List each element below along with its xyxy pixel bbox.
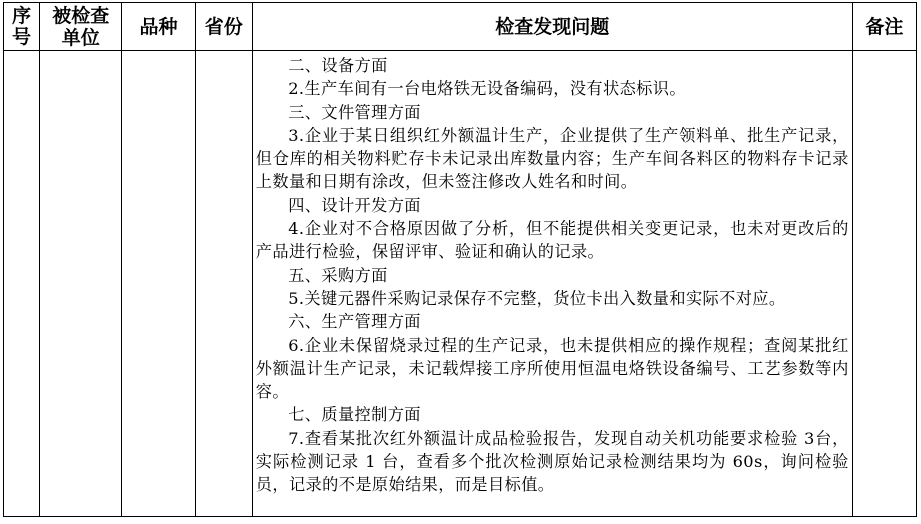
body-row: [4, 51, 917, 517]
header-remarks: 备注: [852, 3, 916, 51]
inspection-table: [3, 2, 917, 517]
section-item: 2.生产车间有一台电烙铁无设备编码，没有状态标识。: [288, 79, 686, 99]
section-item: 4.企业对不合格原因做了分析，但不能提供相关变更记录，也未对更改后的产品进行检验，保留评审、验证和确认的记录。: [255, 219, 849, 262]
header-row: [4, 3, 917, 51]
cell-variety: [122, 51, 195, 517]
section-heading: 二、设备方面: [288, 56, 388, 75]
header-seq: 序号: [4, 3, 40, 51]
section-heading: 七、质量控制方面: [288, 405, 421, 425]
header-province: 省份: [195, 3, 252, 51]
header-unit: 被检查单位: [40, 3, 122, 51]
section-item: 3.企业于某日组织红外额温计生产，企业提供了生产领料单、批生产记录，但仓库的相关物料贮存卡未记录出库数量内容；生产车间各料区的物料存卡记录上数量和日期有涂改，但未签注修改人姓名和时间。: [255, 125, 849, 192]
section-heading: 五、采购方面: [288, 265, 388, 285]
cell-unit: [40, 51, 122, 517]
section-heading: 四、设计开发方面: [288, 195, 421, 215]
header-variety: 品种: [122, 3, 195, 51]
section-heading: 六、生产管理方面: [288, 312, 421, 332]
cell-seq: [4, 51, 40, 517]
section-heading: 三、文件管理方面: [288, 102, 421, 122]
section-item: 7.查看某批次红外额温计成品检验报告，发现自动关机功能要求检验 3台，实际检测记录 1 台，查看多个批次检测原始记录检测结果均为 60s，询问检验员，记录的不是原始结果，而是目标值。: [255, 428, 849, 495]
cell-province: [195, 51, 252, 517]
cell-issues: [252, 51, 852, 517]
issues-content: [253, 51, 852, 497]
section-item: 6.企业未保留烧录过程的生产记录，也未提供相应的操作规程；查阅某批红外额温计生产记录，未记载焊接工序所使用恒温电烙铁设备编号、工艺参数等内容。: [255, 335, 849, 402]
section-item: 5.关键元器件采购记录保存不完整，货位卡出入数量和实际不对应。: [288, 288, 786, 308]
header-issues: 检查发现问题: [252, 3, 852, 51]
cell-remarks: [852, 51, 916, 517]
